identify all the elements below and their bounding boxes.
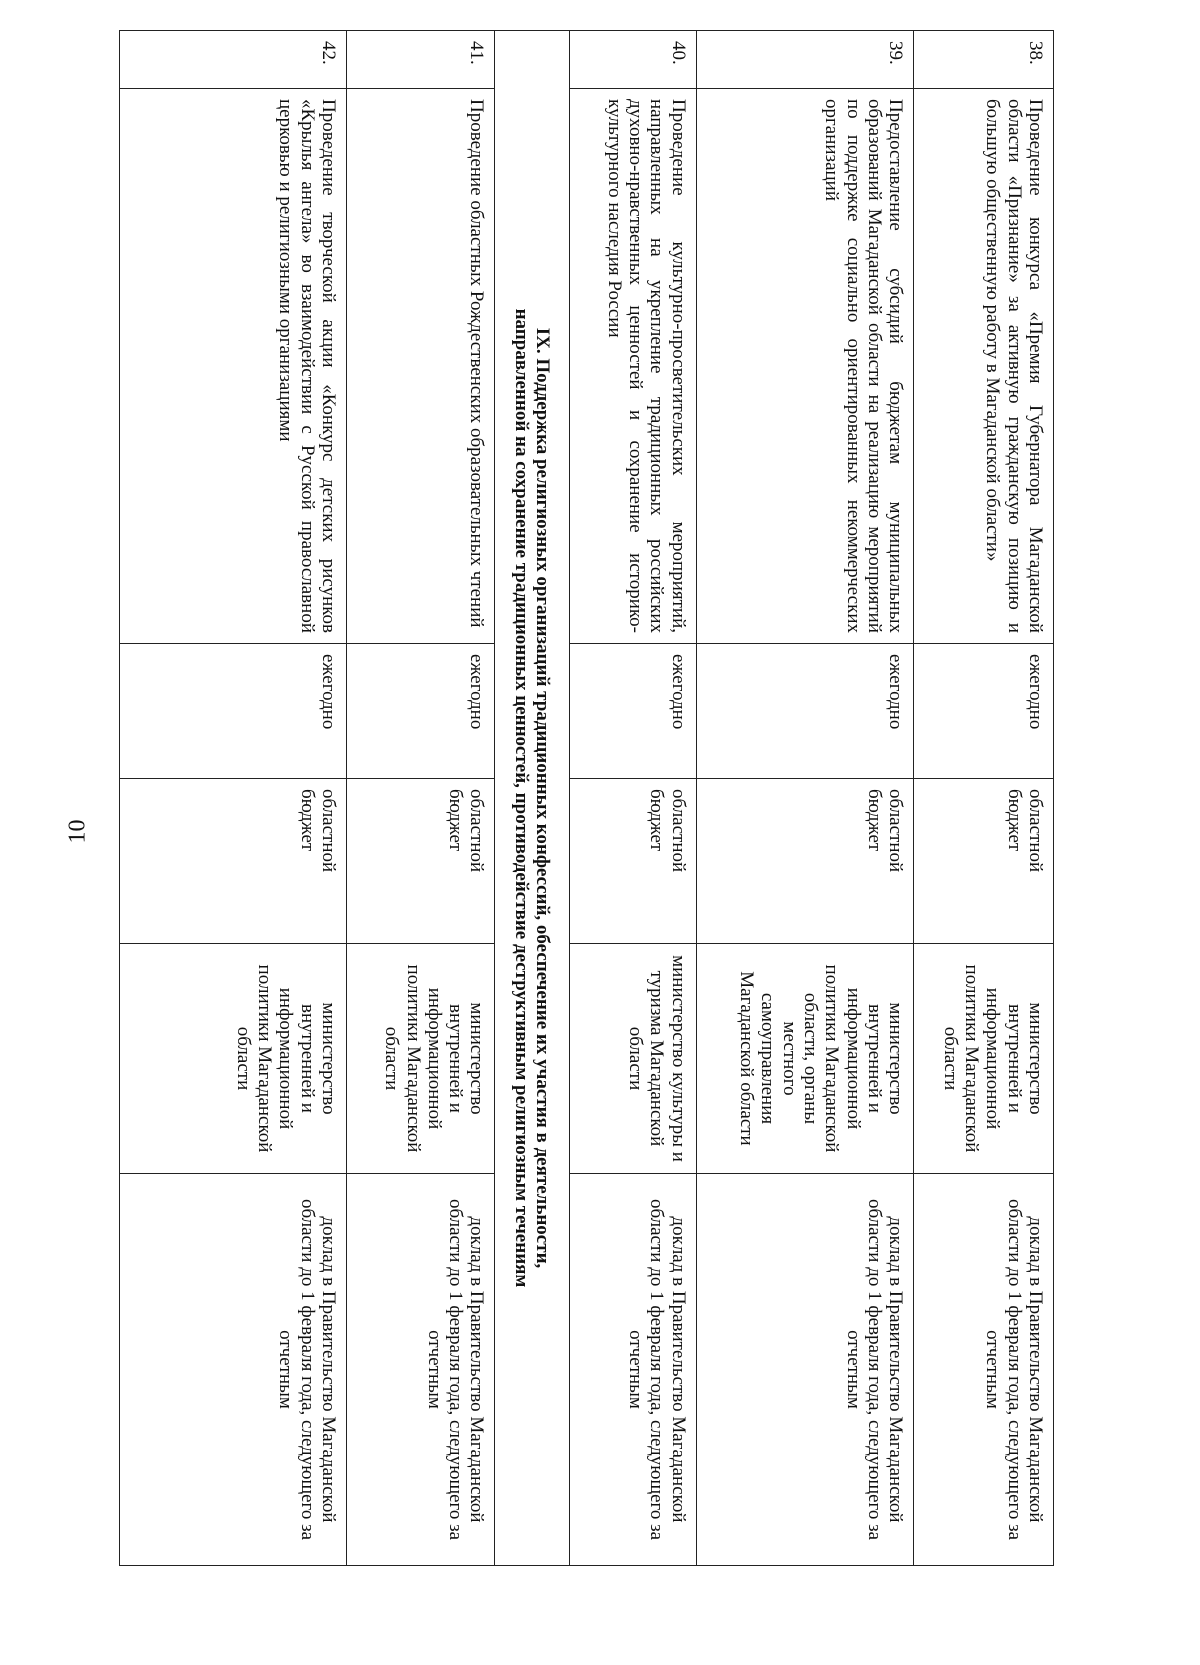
executor-cell: министерство внутренней и информационной политики Магаданской области: [120, 944, 347, 1174]
section-title-line-1: IX. Поддержка религиозных организаций традиционных конфессий, обеспечение их участия в деятельности,: [532, 327, 554, 1269]
result-cell: доклад в Правительство Магаданской области до 1 февраля года, следующего за отчетным: [696, 1174, 913, 1566]
result-cell: доклад в Правительство Магаданской области до 1 февраля года, следующего за отчетным: [569, 1174, 696, 1566]
row-number: 41.: [346, 31, 494, 89]
table-row: [120, 31, 347, 1566]
section-header-row: [495, 31, 569, 1566]
funding-source-cell: областной бюджет: [120, 779, 347, 944]
row-number: 42.: [120, 31, 347, 89]
measure-name: Проведение конкурса «Премия Губернатора Магаданской области «Признание» за активную гражданскую позицию и большую общественную работу в Магаданской области»: [914, 89, 1054, 644]
table-row: [696, 31, 913, 1566]
measure-name: Проведение творческой акции «Конкурс детских рисунков «Крылья ангела» во взаимодействии с Русской православной церковью и религиозными организациями: [120, 89, 347, 644]
table-row: [346, 31, 494, 1566]
row-number: 39.: [696, 31, 913, 89]
page-number: 10: [64, 819, 91, 844]
section-title: [495, 31, 569, 1566]
measure-name: Проведение культурно-просветительских мероприятий, направленных на укрепление традиционных российских духовно-нравственных ценностей и сохранение историко-культурного наследия России: [569, 89, 696, 644]
measures-table: [119, 30, 1054, 1566]
section-title-line-2: направленной на сохранение традиционных ценностей, противодействие деструктивным религиозным течениям: [510, 308, 532, 1288]
measure-name: Проведение областных Рождественских образовательных чтений: [346, 89, 494, 644]
period-cell: ежегодно: [914, 644, 1054, 779]
table-row: [569, 31, 696, 1566]
period-cell: ежегодно: [346, 644, 494, 779]
measure-name: Предоставление субсидий бюджетам муниципальных образований Магаданской области на реализацию мероприятий по поддержке социально ориентированных некоммерческих организаций: [696, 89, 913, 644]
executor-cell: министерство внутренней и информационной политики Магаданской области, органы местного самоуправления Магаданской области: [696, 944, 913, 1174]
row-number: 38.: [914, 31, 1054, 89]
period-cell: ежегодно: [696, 644, 913, 779]
funding-source-cell: областной бюджет: [346, 779, 494, 944]
result-cell: доклад в Правительство Магаданской области до 1 февраля года, следующего за отчетным: [120, 1174, 347, 1566]
funding-source-cell: областной бюджет: [914, 779, 1054, 944]
period-cell: ежегодно: [569, 644, 696, 779]
period-cell: ежегодно: [120, 644, 347, 779]
executor-cell: министерство внутренней и информационной политики Магаданской области: [346, 944, 494, 1174]
executor-cell: министерство культуры и туризма Магаданской области: [569, 944, 696, 1174]
executor-cell: министерство внутренней и информационной политики Магаданской области: [914, 944, 1054, 1174]
rotated-page-content: [119, 30, 1054, 1565]
result-cell: доклад в Правительство Магаданской области до 1 февраля года, следующего за отчетным: [914, 1174, 1054, 1566]
funding-source-cell: областной бюджет: [569, 779, 696, 944]
result-cell: доклад в Правительство Магаданской области до 1 февраля года, следующего за отчетным: [346, 1174, 494, 1566]
table-row: [914, 31, 1054, 1566]
funding-source-cell: областной бюджет: [696, 779, 913, 944]
row-number: 40.: [569, 31, 696, 89]
